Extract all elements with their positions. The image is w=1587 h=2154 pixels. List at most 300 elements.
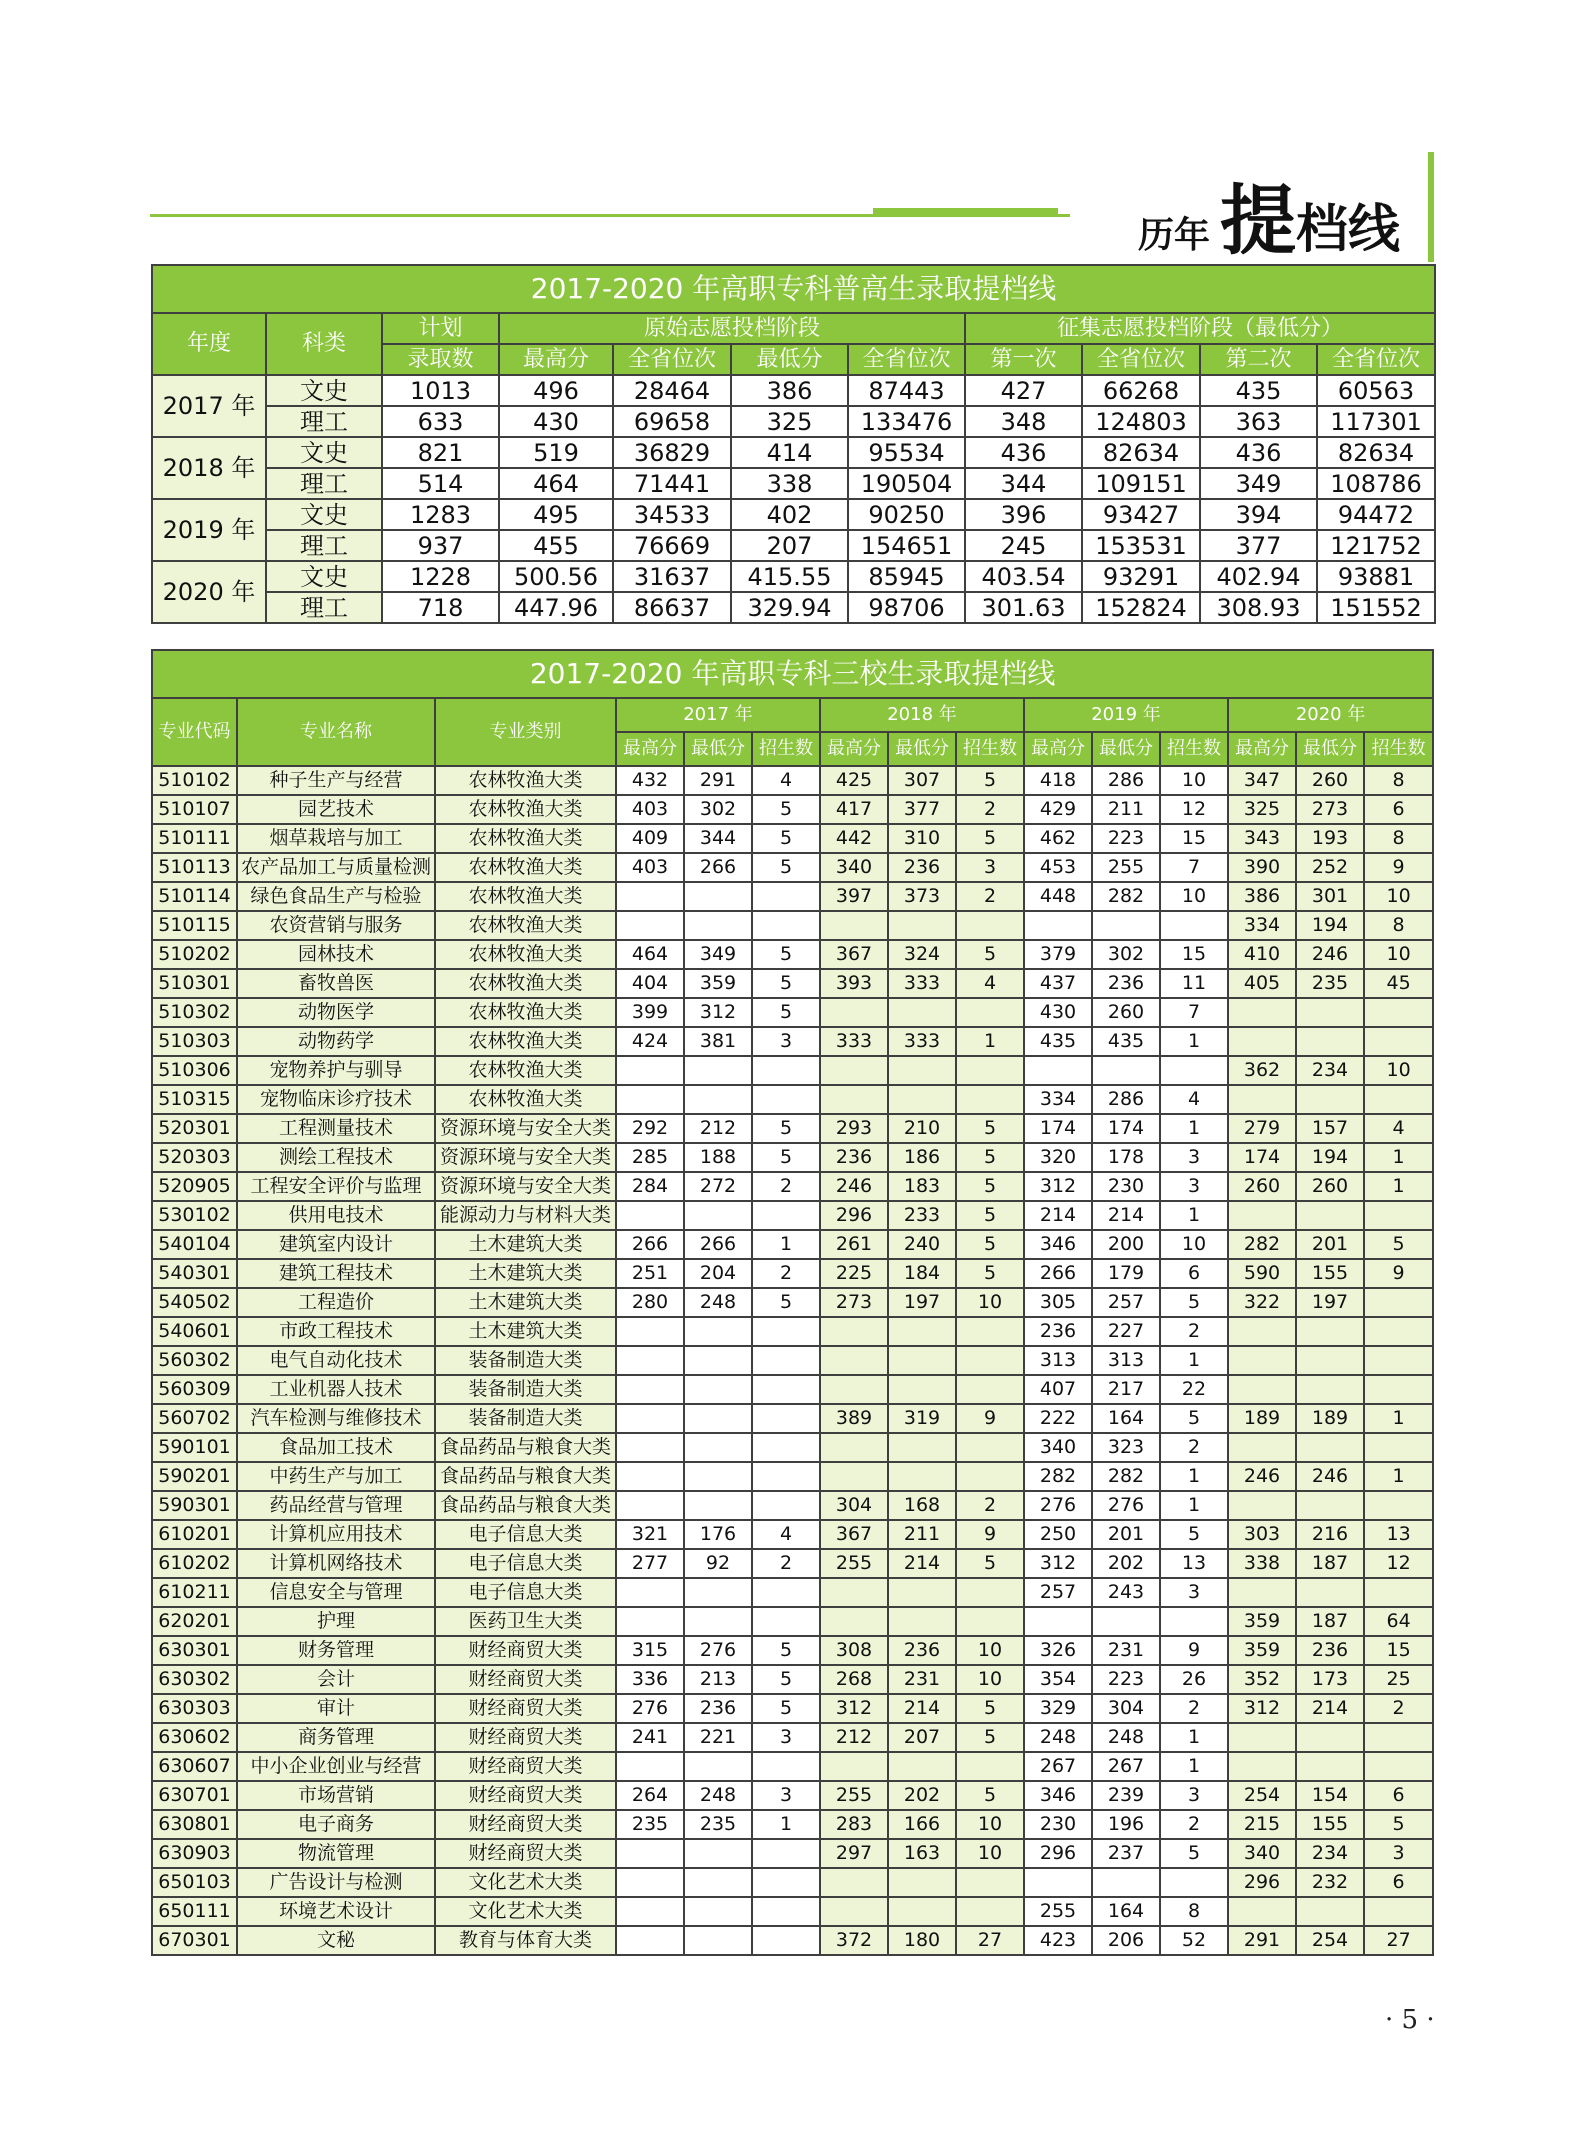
table2-category-cell: 财经商贸大类 <box>435 1752 616 1781</box>
table2-code-cell: 630607 <box>152 1752 237 1781</box>
table2-cell <box>820 1752 888 1781</box>
table2-name-cell: 工业机器人技术 <box>237 1375 435 1404</box>
table2-row <box>152 969 1433 998</box>
table2-cell: 5 <box>1160 1520 1228 1549</box>
table2-cell: 180 <box>888 1926 956 1955</box>
table2-cell: 246 <box>1296 1462 1364 1491</box>
table2-row <box>152 940 1433 969</box>
table1-cell: 718 <box>382 592 499 623</box>
table2-cell: 5 <box>752 795 820 824</box>
table1-subject-cell: 文史 <box>266 499 382 530</box>
table1-cell: 154651 <box>848 530 965 561</box>
table2-cell <box>1296 1317 1364 1346</box>
table2-cell: 2 <box>1160 1433 1228 1462</box>
table2-cell: 10 <box>1160 766 1228 795</box>
table1-cell: 447.96 <box>499 592 613 623</box>
table2-cell: 435 <box>1092 1027 1160 1056</box>
table2-cell: 223 <box>1092 1665 1160 1694</box>
table2-cell: 424 <box>616 1027 684 1056</box>
table2-cell: 389 <box>820 1404 888 1433</box>
table2-name-cell: 会计 <box>237 1665 435 1694</box>
table2-cell: 319 <box>888 1404 956 1433</box>
table2-cell <box>1364 1201 1433 1230</box>
table2-cell: 352 <box>1228 1665 1296 1694</box>
table2-row <box>152 1143 1433 1172</box>
table2-cell: 1 <box>1160 1752 1228 1781</box>
table2-cell: 5 <box>956 1143 1024 1172</box>
table2-category-cell: 农林牧渔大类 <box>435 853 616 882</box>
table1-cell: 98706 <box>848 592 965 623</box>
table2-cell: 379 <box>1024 940 1092 969</box>
table1-cell: 436 <box>965 437 1082 468</box>
table2-cell: 174 <box>1024 1114 1092 1143</box>
table1-cell: 329.94 <box>731 592 848 623</box>
table1-cell: 124803 <box>1082 406 1200 437</box>
table1-cell: 455 <box>499 530 613 561</box>
table2-cell: 8 <box>1364 766 1433 795</box>
table2-cell <box>888 1752 956 1781</box>
table1-cell: 427 <box>965 375 1082 406</box>
table2-cell <box>1160 1868 1228 1897</box>
table2-cell: 166 <box>888 1810 956 1839</box>
table2-category-cell: 农林牧渔大类 <box>435 824 616 853</box>
table2-code-cell: 590301 <box>152 1491 237 1520</box>
table2-cell: 338 <box>1228 1549 1296 1578</box>
table1-cell: 415.55 <box>731 561 848 592</box>
table2-cell: 9 <box>1364 1259 1433 1288</box>
table2-code-cell: 510113 <box>152 853 237 882</box>
table2-cell <box>956 1433 1024 1462</box>
table2-code-cell: 630602 <box>152 1723 237 1752</box>
table2-cell <box>888 1607 956 1636</box>
table2-cell <box>888 1578 956 1607</box>
table2-row <box>152 1085 1433 1114</box>
table2-cell: 2 <box>1160 1810 1228 1839</box>
table2-code-cell: 630303 <box>152 1694 237 1723</box>
table2-cell: 255 <box>1024 1897 1092 1926</box>
table1-cell: 86637 <box>613 592 731 623</box>
table2-cell: 187 <box>1296 1549 1364 1578</box>
table2-cell: 260 <box>1296 1172 1364 1201</box>
table2-code-cell: 510202 <box>152 940 237 969</box>
table2-cell <box>888 1346 956 1375</box>
table1-cell: 325 <box>731 406 848 437</box>
table2-cell: 5 <box>956 940 1024 969</box>
table2-row <box>152 853 1433 882</box>
table2-code-cell: 520905 <box>152 1172 237 1201</box>
table2-cell: 373 <box>888 882 956 911</box>
table2-cell: 27 <box>1364 1926 1433 1955</box>
table2-cell: 5 <box>956 766 1024 795</box>
table2-cell: 52 <box>1160 1926 1228 1955</box>
table2-cell <box>888 911 956 940</box>
table2-name-cell: 中小企业创业与经营 <box>237 1752 435 1781</box>
table2-cell: 235 <box>684 1810 752 1839</box>
table1-cell: 60563 <box>1317 375 1435 406</box>
table2-cell: 206 <box>1092 1926 1160 1955</box>
table2-category-cell: 财经商贸大类 <box>435 1694 616 1723</box>
table1-cell: 190504 <box>848 468 965 499</box>
table2-cell: 237 <box>1092 1839 1160 1868</box>
table2-cell <box>1228 1085 1296 1114</box>
table2-cell: 92 <box>684 1549 752 1578</box>
table2-row <box>152 1259 1433 1288</box>
table2-cell <box>752 1926 820 1955</box>
table2-cell: 359 <box>1228 1636 1296 1665</box>
table2-cell: 354 <box>1024 1665 1092 1694</box>
table2-cell: 214 <box>1092 1201 1160 1230</box>
table2-cell: 250 <box>1024 1520 1092 1549</box>
table2-cell <box>616 1578 684 1607</box>
table2-cell: 1 <box>1364 1404 1433 1433</box>
table2-cell: 246 <box>1296 940 1364 969</box>
table1-caption: 2017-2020 年高职专科普高生录取提档线 <box>152 265 1435 313</box>
table2-cell: 234 <box>1296 1839 1364 1868</box>
table1-cell: 1283 <box>382 499 499 530</box>
table2-cell <box>1296 1346 1364 1375</box>
table2-category-cell: 农林牧渔大类 <box>435 969 616 998</box>
table2-cell: 346 <box>1024 1230 1092 1259</box>
table2-cell <box>684 911 752 940</box>
page-title-prefix: 历年 <box>1138 215 1211 256</box>
table2-cell <box>820 1897 888 1926</box>
table2-cell <box>616 1056 684 1085</box>
table2-cell: 164 <box>1092 1897 1160 1926</box>
table2-cell: 15 <box>1364 1636 1433 1665</box>
table2-cell <box>956 998 1024 1027</box>
table2-name-cell: 宠物临床诊疗技术 <box>237 1085 435 1114</box>
table2-cell: 3 <box>1160 1143 1228 1172</box>
table2-code-cell: 510315 <box>152 1085 237 1114</box>
table2-row <box>152 1201 1433 1230</box>
table2-row <box>152 1549 1433 1578</box>
table2-cell: 236 <box>1296 1636 1364 1665</box>
table2-cell <box>1296 1433 1364 1462</box>
table2-cell: 2 <box>752 1172 820 1201</box>
table2-code-cell: 520303 <box>152 1143 237 1172</box>
table2-cell: 9 <box>956 1404 1024 1433</box>
table2-cell: 2 <box>752 1549 820 1578</box>
table2-code-cell: 630701 <box>152 1781 237 1810</box>
table2-cell: 231 <box>888 1665 956 1694</box>
table2-cell: 5 <box>956 1172 1024 1201</box>
table2-cell <box>956 1578 1024 1607</box>
table2-cell: 267 <box>1024 1752 1092 1781</box>
table2-category-cell: 文化艺术大类 <box>435 1868 616 1897</box>
table2-cell: 336 <box>616 1665 684 1694</box>
table2-cell: 254 <box>1296 1926 1364 1955</box>
table2-row <box>152 911 1433 940</box>
table2-cell: 5 <box>752 853 820 882</box>
table2-row <box>152 1317 1433 1346</box>
table2-name-cell: 种子生产与经营 <box>237 766 435 795</box>
table2-cell: 211 <box>888 1520 956 1549</box>
table2-cell: 260 <box>1228 1172 1296 1201</box>
table1-cell: 94472 <box>1317 499 1435 530</box>
table2-cell: 329 <box>1024 1694 1092 1723</box>
table2-cell: 227 <box>1092 1317 1160 1346</box>
table1-cell: 430 <box>499 406 613 437</box>
table2-name-cell: 财务管理 <box>237 1636 435 1665</box>
table2-cell <box>752 1578 820 1607</box>
table1-subject-cell: 文史 <box>266 437 382 468</box>
table1-cell: 519 <box>499 437 613 468</box>
table2-cell: 5 <box>752 1114 820 1143</box>
table2-code-cell: 630302 <box>152 1665 237 1694</box>
table2-cell: 236 <box>888 1636 956 1665</box>
table2-cell <box>616 1491 684 1520</box>
table2-cell: 234 <box>1296 1056 1364 1085</box>
table2-cell <box>956 1056 1024 1085</box>
table2-row <box>152 1897 1433 1926</box>
table2-name-cell: 动物药学 <box>237 1027 435 1056</box>
table2-cell: 10 <box>956 1288 1024 1317</box>
table2-cell: 1 <box>956 1027 1024 1056</box>
table2-cell: 9 <box>1364 853 1433 882</box>
table2-code-cell: 560309 <box>152 1375 237 1404</box>
table2-cell: 312 <box>684 998 752 1027</box>
table2-cell: 323 <box>1092 1433 1160 1462</box>
table2-cell <box>752 1897 820 1926</box>
table1-cell: 394 <box>1200 499 1317 530</box>
table1-cell: 633 <box>382 406 499 437</box>
table2-cell: 282 <box>1092 1462 1160 1491</box>
table2-name-cell: 绿色食品生产与检验 <box>237 882 435 911</box>
table1-header-max-score: 最高分 <box>499 344 613 375</box>
table1-cell: 76669 <box>613 530 731 561</box>
table2-cell: 399 <box>616 998 684 1027</box>
table1-cell: 403.54 <box>965 561 1082 592</box>
table2-cell: 10 <box>956 1810 1024 1839</box>
table2-cell <box>1364 998 1433 1027</box>
table2-cell: 179 <box>1092 1259 1160 1288</box>
table2-code-cell: 620201 <box>152 1607 237 1636</box>
table2-category-cell: 教育与体育大类 <box>435 1926 616 1955</box>
table2-code-cell: 630801 <box>152 1810 237 1839</box>
table2-name-cell: 广告设计与检测 <box>237 1868 435 1897</box>
table2-cell <box>616 1752 684 1781</box>
table2-cell: 5 <box>1160 1404 1228 1433</box>
table2-cell <box>752 1607 820 1636</box>
table2-cell: 1 <box>1160 1114 1228 1143</box>
table1-header-plan-count: 录取数 <box>382 344 499 375</box>
table2-cell <box>616 1897 684 1926</box>
table2-cell: 189 <box>1296 1404 1364 1433</box>
table2-cell: 235 <box>1296 969 1364 998</box>
table1-cell: 464 <box>499 468 613 499</box>
table2-cell: 4 <box>1160 1085 1228 1114</box>
table2-cell: 200 <box>1092 1230 1160 1259</box>
table2-cell: 464 <box>616 940 684 969</box>
table2-cell: 291 <box>1228 1926 1296 1955</box>
table1-year-cell: 2017 年 <box>152 375 266 437</box>
table2-category-cell: 农林牧渔大类 <box>435 998 616 1027</box>
table1-subject-cell: 理工 <box>266 406 382 437</box>
table2-cell: 255 <box>820 1781 888 1810</box>
table2-cell: 240 <box>888 1230 956 1259</box>
table2-cell: 334 <box>1024 1085 1092 1114</box>
table2-name-cell: 计算机应用技术 <box>237 1520 435 1549</box>
table2-cell <box>1228 1433 1296 1462</box>
table1-cell: 108786 <box>1317 468 1435 499</box>
table2-cell: 214 <box>888 1694 956 1723</box>
table2-header-year: 2020 年 <box>1228 698 1433 732</box>
table2-name-cell: 供用电技术 <box>237 1201 435 1230</box>
table2-cell: 168 <box>888 1491 956 1520</box>
table2-cell: 333 <box>888 969 956 998</box>
table2-cell: 12 <box>1364 1549 1433 1578</box>
table2-cell: 10 <box>1160 882 1228 911</box>
table2-code-cell: 510102 <box>152 766 237 795</box>
table2-cell: 304 <box>820 1491 888 1520</box>
table1-cell: 34533 <box>613 499 731 530</box>
table2-cell: 397 <box>820 882 888 911</box>
table2-cell: 390 <box>1228 853 1296 882</box>
table2-cell: 409 <box>616 824 684 853</box>
table2-cell <box>1228 1346 1296 1375</box>
table1-cell: 152824 <box>1082 592 1200 623</box>
table2-cell: 163 <box>888 1839 956 1868</box>
table2-cell: 214 <box>888 1549 956 1578</box>
table2-cell: 266 <box>684 1230 752 1259</box>
table2-cell: 216 <box>1296 1520 1364 1549</box>
table2-category-cell: 电子信息大类 <box>435 1549 616 1578</box>
table1-cell: 349 <box>1200 468 1317 499</box>
table2-cell: 403 <box>616 853 684 882</box>
table2-category-cell: 农林牧渔大类 <box>435 766 616 795</box>
table1-row <box>152 406 1435 437</box>
table2-cell <box>684 1868 752 1897</box>
table2-cell <box>616 911 684 940</box>
table2-cell: 6 <box>1160 1259 1228 1288</box>
table2-cell: 435 <box>1024 1027 1092 1056</box>
table2-cell: 236 <box>888 853 956 882</box>
table2-cell <box>1228 1897 1296 1926</box>
table2-cell: 164 <box>1092 1404 1160 1433</box>
table2-cell <box>616 1317 684 1346</box>
table2-name-cell: 药品经营与管理 <box>237 1491 435 1520</box>
table2-cell: 276 <box>1092 1491 1160 1520</box>
table1-header-second: 第二次 <box>1200 344 1317 375</box>
table2-cell <box>752 1056 820 1085</box>
table2-name-cell: 市场营销 <box>237 1781 435 1810</box>
table1-cell: 66268 <box>1082 375 1200 406</box>
table2-cell: 2 <box>752 1259 820 1288</box>
table2-cell: 266 <box>616 1230 684 1259</box>
table2-cell: 10 <box>956 1636 1024 1665</box>
table2-category-cell: 装备制造大类 <box>435 1346 616 1375</box>
table2-cell: 5 <box>956 1114 1024 1143</box>
table2-cell: 5 <box>1160 1839 1228 1868</box>
table2-cell: 2 <box>956 795 1024 824</box>
table2-cell: 286 <box>1092 766 1160 795</box>
table2-cell: 432 <box>616 766 684 795</box>
table2-cell: 261 <box>820 1230 888 1259</box>
table2-cell: 410 <box>1228 940 1296 969</box>
table2-cell <box>1024 1868 1092 1897</box>
table2-name-cell: 市政工程技术 <box>237 1317 435 1346</box>
table2-row <box>152 1404 1433 1433</box>
table2-cell: 393 <box>820 969 888 998</box>
table2-cell <box>752 911 820 940</box>
table2-cell: 430 <box>1024 998 1092 1027</box>
table2-category-cell: 农林牧渔大类 <box>435 795 616 824</box>
table1-cell: 93291 <box>1082 561 1200 592</box>
table2-cell <box>888 1897 956 1926</box>
table2-cell <box>752 1375 820 1404</box>
table2-cell: 204 <box>684 1259 752 1288</box>
table2-cell: 15 <box>1160 940 1228 969</box>
table2-cell: 292 <box>616 1114 684 1143</box>
table2-cell: 325 <box>1228 795 1296 824</box>
table2-cell <box>1364 1752 1433 1781</box>
table2-cell: 359 <box>1228 1607 1296 1636</box>
table2-cell <box>820 1433 888 1462</box>
table2-cell <box>684 1346 752 1375</box>
table1-cell: 82634 <box>1082 437 1200 468</box>
table2-code-cell: 530102 <box>152 1201 237 1230</box>
table2-cell: 211 <box>1092 795 1160 824</box>
table2-cell: 280 <box>616 1288 684 1317</box>
table1-row <box>152 592 1435 623</box>
table2-cell: 10 <box>1364 940 1433 969</box>
table2-cell: 197 <box>888 1288 956 1317</box>
table2-cell <box>616 1085 684 1114</box>
table1-cell: 301.63 <box>965 592 1082 623</box>
table2-row <box>152 1694 1433 1723</box>
table2-cell: 194 <box>1296 911 1364 940</box>
table2-cell: 359 <box>684 969 752 998</box>
table2-cell: 5 <box>956 1694 1024 1723</box>
table2-name-cell: 烟草栽培与加工 <box>237 824 435 853</box>
table2-cell: 429 <box>1024 795 1092 824</box>
table2-cell: 8 <box>1364 824 1433 853</box>
table2-category-cell: 装备制造大类 <box>435 1404 616 1433</box>
table2-cell <box>616 1375 684 1404</box>
table2-cell: 284 <box>616 1172 684 1201</box>
table2-code-cell: 630301 <box>152 1636 237 1665</box>
table2-cell <box>1228 1723 1296 1752</box>
header-vertical-bar <box>1428 152 1434 262</box>
table2-cell: 313 <box>1024 1346 1092 1375</box>
table2-cell: 212 <box>684 1114 752 1143</box>
table2-cell: 1 <box>1364 1172 1433 1201</box>
table2-cell <box>1024 1056 1092 1085</box>
table1-row <box>152 437 1435 468</box>
table1-header-rank: 全省位次 <box>1082 344 1200 375</box>
table2-cell: 304 <box>1092 1694 1160 1723</box>
table2-cell <box>752 1752 820 1781</box>
page-title-rest: 档线 <box>1296 200 1401 260</box>
table2-category-cell: 食品药品与粮食大类 <box>435 1462 616 1491</box>
table2-cell: 193 <box>1296 824 1364 853</box>
table2-cell: 386 <box>1228 882 1296 911</box>
table2-name-cell: 护理 <box>237 1607 435 1636</box>
table2-cell: 202 <box>1092 1549 1160 1578</box>
table2-cell <box>1228 1578 1296 1607</box>
table2-cell <box>1024 1607 1092 1636</box>
table2-row <box>152 1926 1433 1955</box>
table2-cell <box>888 998 956 1027</box>
table2-category-cell: 土木建筑大类 <box>435 1288 616 1317</box>
table2-code-cell: 510303 <box>152 1027 237 1056</box>
table2-name-cell: 商务管理 <box>237 1723 435 1752</box>
table2-name-cell: 计算机网络技术 <box>237 1549 435 1578</box>
table2-row <box>152 766 1433 795</box>
table1-cell: 386 <box>731 375 848 406</box>
table2-cell: 188 <box>684 1143 752 1172</box>
table2-cell: 313 <box>1092 1346 1160 1375</box>
